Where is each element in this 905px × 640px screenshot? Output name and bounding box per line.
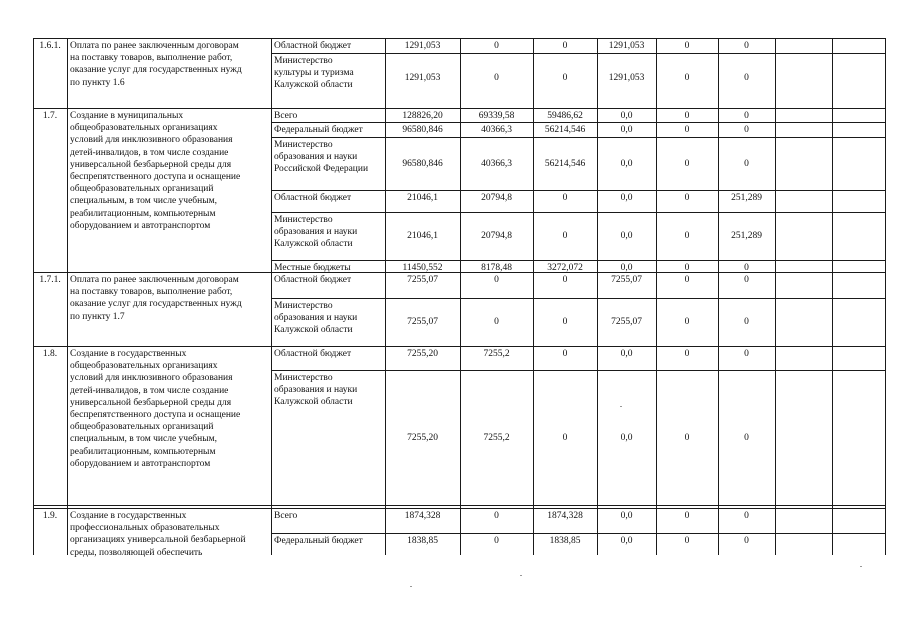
amount-cell: 0 [562,275,568,285]
amount-cell: 7255,20 [407,349,438,359]
amount-cell: 7255,07 [407,275,438,285]
amount-cell: 7255,20 [407,432,438,443]
amount-cell: 0 [744,432,749,443]
funding-source-line: Министерство [274,373,333,383]
amount-cell: 128826,20 [402,111,443,121]
amount-cell: 0,0 [620,263,633,273]
row-description-line: на поставку товаров, выполнение работ, [70,287,233,298]
table-rule [271,53,886,54]
row-description-line: общеобразовательных организаций [70,422,214,433]
amount-cell: 20794,8 [481,193,512,203]
row-number: 1.7.1. [39,275,61,285]
row-number: 1.7. [42,111,58,121]
funding-source-line: Калужской области [274,239,353,250]
funding-source-line: Местные бюджеты [274,263,351,273]
table-rule [271,190,886,191]
amount-cell: 7255,07 [611,275,642,285]
table-rule [885,38,886,555]
amount-cell: 251,289 [731,193,762,203]
funding-source-line: Федеральный бюджет [274,125,363,135]
table-rule [775,38,776,555]
amount-cell: 0 [684,73,690,83]
row-description-line: Создание в государственных [70,349,187,359]
funding-source-line: Калужской области [274,397,353,408]
amount-cell: 0 [744,111,749,121]
amount-cell: 40366,3 [481,158,512,169]
row-description-line: оказание услуг для государственных нужд [70,299,242,310]
amount-cell: 0,0 [620,158,633,169]
row-description-line: беспрепятственного доступа и оснащение [70,172,241,182]
amount-cell: 0 [684,511,690,521]
amount-cell: 0 [684,158,690,169]
amount-cell: 0 [494,275,499,285]
row-description-line: детей-инвалидов, в том числе создание [70,147,229,158]
row-description-line: Оплата по ранее заключенным договорам [70,275,239,285]
amount-cell: 7255,07 [407,317,438,327]
amount-cell: 0 [562,41,568,51]
funding-source-line: образования и науки [274,152,358,163]
row-description-line: Оплата по ранее заключенным договорам [70,41,239,51]
funding-source-line: Министерство [274,301,333,311]
funding-source-line: Областной бюджет [274,41,352,51]
funding-source-line: Министерство [274,56,333,66]
amount-cell: 0 [684,125,690,135]
amount-cell: 0 [494,317,499,327]
funding-source-line: Министерство [274,215,333,225]
amount-cell: 21046,1 [407,193,438,203]
scan-speck [410,586,412,587]
amount-cell: 21046,1 [407,231,438,241]
amount-cell: 0 [562,317,568,327]
funding-source-line: Калужской области [274,80,353,91]
table-rule [67,38,68,555]
row-number: 1.9. [42,511,58,521]
table-rule [33,505,886,506]
row-number: 1.6.1. [39,41,61,51]
amount-cell: 0,0 [620,349,633,359]
amount-cell: 1874,328 [547,511,583,521]
row-description-line: общеобразовательных организациях [70,361,218,372]
funding-source-line: Областной бюджет [274,275,352,285]
row-description-line: реабилитационным, компьютерным [70,208,216,219]
row-description-line: профессиональных образовательных [70,523,220,534]
amount-cell: 0 [744,263,749,273]
amount-cell: 0 [744,125,749,135]
amount-cell: 0 [744,511,749,521]
funding-source-line: Всего [274,511,298,521]
amount-cell: 3272,072 [547,263,583,273]
scan-speck [520,575,522,576]
funding-source-line: культуры и туризма [274,68,354,79]
amount-cell: 0 [684,317,690,327]
row-description-line: оказание услуг для государственных нужд [70,65,242,76]
amount-cell: 0,0 [620,432,633,443]
row-number: 1.8. [42,349,58,359]
row-description-line: детей-инвалидов, в том числе создание [70,385,229,396]
table-rule [271,137,886,138]
funding-source-line: Российской Федерации [274,164,369,175]
funding-source-line: Министерство [274,140,333,150]
funding-source-line: образования и науки [274,313,358,324]
amount-cell: 0,0 [620,231,633,241]
amount-cell: 59486,62 [547,111,583,121]
amount-cell: 0 [684,193,690,203]
amount-cell: 8178,48 [481,263,512,273]
amount-cell: 69339,58 [478,111,515,121]
amount-cell: 1291,053 [608,41,645,51]
amount-cell: 0 [744,536,749,546]
table-rule [33,346,886,347]
row-description-line: оборудованием и автотранспортом [70,458,211,469]
table-rule [33,38,886,39]
funding-source-line: Областной бюджет [274,349,352,359]
amount-cell: 0 [684,111,690,121]
amount-cell: 7255,2 [483,349,510,359]
row-description-line: реабилитационным, компьютерным [70,446,216,457]
amount-cell: 0 [684,41,690,51]
row-description-line: на поставку товаров, выполнение работ, [70,53,233,64]
row-description-line: по пункту 1.7 [70,311,125,322]
amount-cell: 0,0 [620,193,633,203]
amount-cell: 7255,2 [483,432,510,443]
table-rule [271,370,886,371]
row-description-line: по пункту 1.6 [70,77,125,88]
scan-speck [860,566,862,567]
amount-cell: 1838,85 [549,536,581,546]
table-rule [271,212,886,213]
amount-cell: 0 [562,432,568,443]
funding-source-line: образования и науки [274,227,358,238]
amount-cell: 0 [684,536,690,546]
amount-cell: 0 [684,263,690,273]
row-description-line: общеобразовательных организациях [70,123,218,134]
table-rule [33,38,34,555]
funding-source-line: Областной бюджет [274,193,352,203]
row-description-line: Создание в государственных [70,511,187,521]
table-rule [832,38,833,555]
amount-cell: 251,289 [731,231,762,241]
funding-source-line: Всего [274,111,298,121]
amount-cell: 1291,053 [404,41,441,51]
amount-cell: 0 [494,41,499,51]
row-description-line: Создание в муниципальных [70,111,184,121]
amount-cell: 0 [744,73,749,83]
row-description-line: организациях универсальной безбарьерной [70,535,246,546]
amount-cell: 0 [744,317,749,327]
amount-cell: 0 [684,231,690,241]
row-description-line: среды, позволяющей обеспечить [70,547,203,558]
amount-cell: 0 [494,511,499,521]
amount-cell: 1291,053 [608,73,645,83]
amount-cell: 0 [494,536,499,546]
amount-cell: 0 [562,231,568,241]
table-rule [271,533,886,534]
table-rule [271,122,886,123]
scan-speck [620,406,622,407]
amount-cell: 0 [744,275,749,285]
row-description-line: оборудованием и автотранспортом [70,220,211,231]
amount-cell: 11450,552 [402,263,443,273]
table-rule [271,38,272,555]
amount-cell: 0,0 [620,511,633,521]
row-description-line: универсальной безбарьерной среды для [70,159,232,170]
row-description-line: беспрепятственного доступа и оснащение [70,410,241,420]
amount-cell: 0 [562,349,568,359]
funding-source-line: Калужской области [274,325,353,336]
amount-cell: 0 [744,158,749,169]
amount-cell: 96580,846 [402,158,443,169]
table-rule [33,108,886,109]
row-description-line: универсальной безбарьерной среды для [70,397,232,408]
row-description-line: общеобразовательных организаций [70,184,214,195]
amount-cell: 56214,546 [544,158,586,169]
row-description-line: условий для инклюзивного образования [70,373,233,384]
table-rule [271,298,886,299]
funding-source-line: Федеральный бюджет [274,536,363,546]
amount-cell: 0 [684,349,690,359]
row-description-line: специальным, в том числе учебным, [70,434,217,445]
table-rule [271,260,886,261]
row-description-line: специальным, в том числе учебным, [70,196,217,207]
amount-cell: 20794,8 [481,231,512,241]
amount-cell: 0 [562,73,568,83]
amount-cell: 40366,3 [481,125,512,135]
amount-cell: 0,0 [620,125,633,135]
amount-cell: 1838,85 [407,536,438,546]
amount-cell: 0,0 [620,536,633,546]
amount-cell: 0 [562,193,568,203]
amount-cell: 56214,546 [544,125,586,135]
amount-cell: 0 [684,275,690,285]
funding-source-line: образования и науки [274,385,358,396]
amount-cell: 96580,846 [402,125,443,135]
amount-cell: 0 [744,349,749,359]
amount-cell: 1291,053 [404,73,441,83]
amount-cell: 0 [744,41,749,51]
amount-cell: 1874,328 [404,511,441,521]
table-rule [33,508,886,509]
amount-cell: 0 [494,73,499,83]
amount-cell: 7255,07 [611,317,642,327]
amount-cell: 0,0 [620,111,633,121]
amount-cell: 0 [684,432,690,443]
row-description-line: условий для инклюзивного образования [70,135,233,146]
